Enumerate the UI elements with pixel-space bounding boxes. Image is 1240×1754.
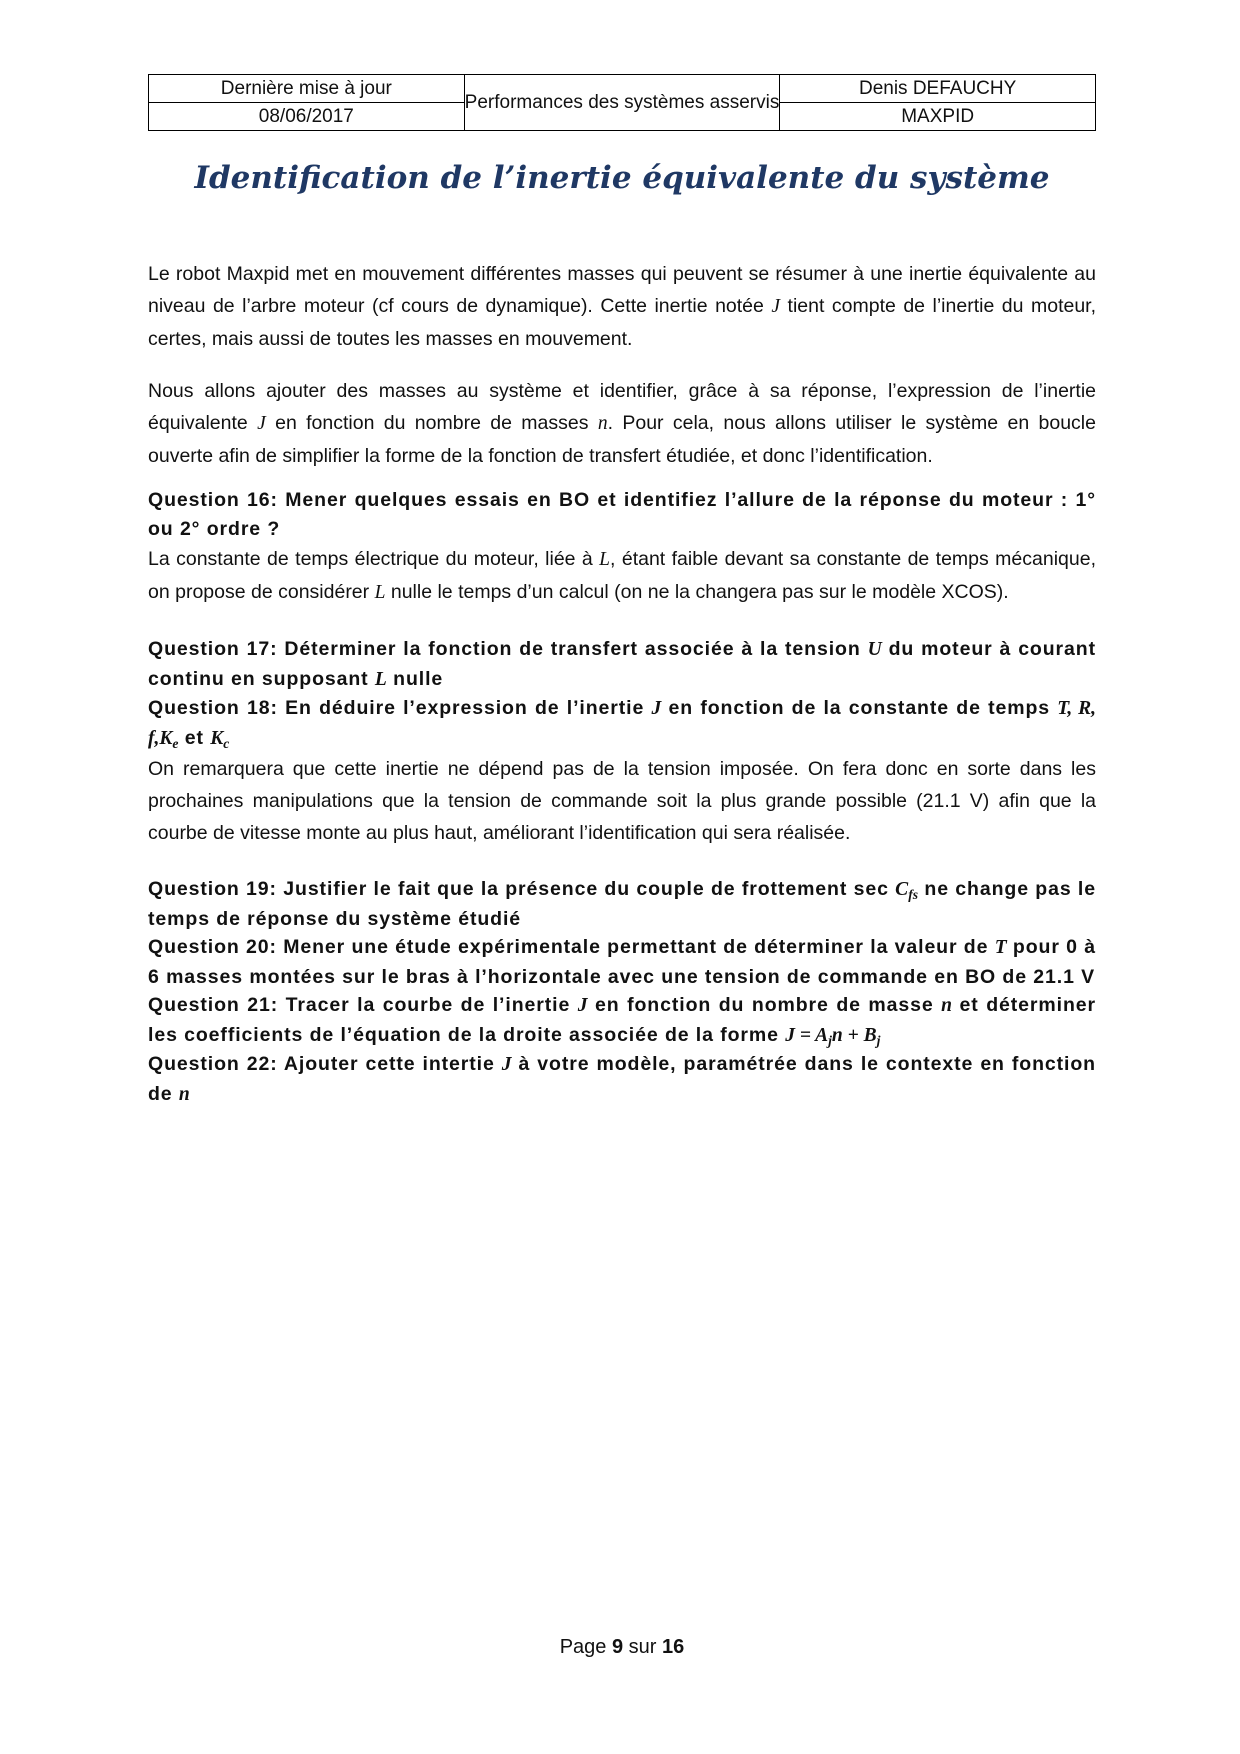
question-19: Question 19: Justifier le fait que la présence du couple de frottement $\sec C_{fs}$ ne change pas le temps de réponse du système étudié (148, 878, 1096, 930)
question-16: Question 16: Mener quelques essais en BO et identifiez l’allure de la réponse du moteur : 1° ou 2° ordre ? (148, 489, 1096, 540)
page-total: 16 (662, 1636, 685, 1658)
header-updated-label: Dernière mise à jour (149, 75, 465, 103)
question-22: Question 22: Ajouter cette intertie J à votre modèle, paramétrée dans le contexte en fonction de n (148, 1053, 1096, 1105)
intro-paragraph-1: Le robot Maxpid met en mouvement différentes masses qui peuvent se résumer à une inertie équivalente au niveau de l’arbre moteur (cf cours de dynamique). Cette inertie notée J tient compte de l’inertie du moteur, certes, mais aussi de toutes les masses en mouvement. (148, 263, 1097, 350)
question-17-18-block (148, 635, 1096, 849)
intro-paragraph-2: Nous allons ajouter des masses au système et identifier, grâce à sa réponse, l’expression de l’inertie équivalente J en fonction du nombre de masses n. Pour cela, nous allons utiliser le système en boucle ouverte afin de simplifier la forme de la fonction de transfert étudiée, et donc l’identification. (148, 380, 1096, 467)
question-17: Question 17: Déterminer la fonction de transfert associée à la tension U du moteur à courant continu en supposant L nulle (148, 638, 1096, 690)
question-19-22-block (148, 875, 1096, 1109)
page-title: Identification de l’inertie équivalente du système (194, 160, 1050, 196)
header-author: Denis DEFAUCHY (780, 75, 1096, 103)
question-20: Question 20: Mener une étude expérimentale permettant de déterminer la valeur de T pour 0 à 6 masses montées sur le bras à l’horizontale avec une tension de commande en BO de 21.1 V (148, 936, 1096, 988)
question-18: Question 18: En déduire l’expression de l’inertie J en fonction de la constante de temps T, R, $f,K_e$ et $K_c$ (148, 697, 1096, 751)
content (148, 258, 1096, 1119)
question-21: Question 21: Tracer la courbe de l’inertie J en fonction du nombre de masse n et déterminer les coefficients de l’équation de la droite associée de la forme $J = A_jn + B_j$ (148, 994, 1096, 1048)
question-16-block (148, 486, 1096, 609)
question-16-note: La constante de temps électrique du moteur, liée à L, étant faible devant sa constante de temps mécanique, on propose de considérer L nulle le temps d’un calcul (on ne la changera pas sur le modèle XCOS). (148, 548, 1096, 603)
header-date: 08/06/2017 (149, 103, 465, 131)
page-number: 9 (611, 1636, 624, 1658)
header-system: MAXPID (780, 103, 1096, 131)
header-table (148, 74, 1096, 131)
question-18-note: On remarquera que cette inertie ne dépend pas de la tension imposée. On fera donc en sorte dans les prochaines manipulations que la tension de commande soit la plus grande possible (21.1 V) afin que la courbe de vitesse monte au plus haut, améliorant l’identification qui sera réalisée. (148, 758, 1096, 844)
header-course-title: Performances des systèmes asservis (464, 75, 780, 131)
page-footer: Page 9 sur 16 (559, 1636, 685, 1658)
